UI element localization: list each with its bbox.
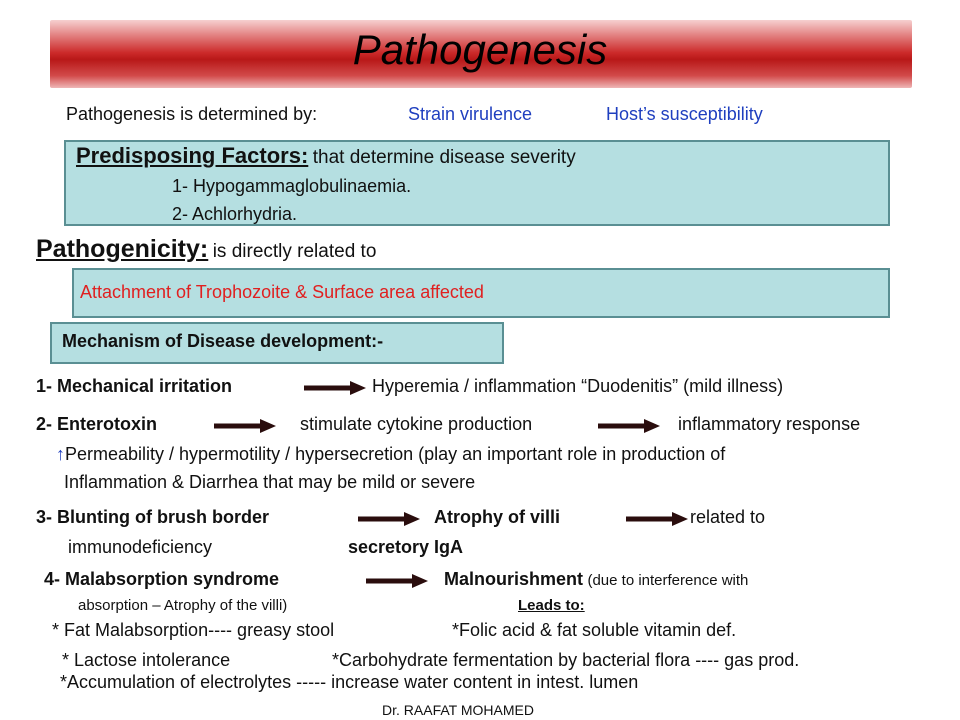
line2-cause: 2- Enterotoxin (36, 414, 158, 434)
arrow-right-icon (358, 511, 420, 527)
predisposing-item-1: 1- Hypogammaglobulinaemia. (172, 176, 412, 196)
line1-cause: 1- Mechanical irritation (36, 376, 233, 396)
line4-effect: Malnourishment (444, 569, 584, 589)
line4-sub: absorption – Atrophy of the villi) (78, 597, 288, 614)
line2-sub1: Permeability / hypermotility / hypersecretion (play an important role in production of (65, 444, 726, 464)
arrow-right-icon (626, 511, 688, 527)
arrow-right-icon (214, 418, 276, 434)
line2-effect: inflammatory response (678, 414, 861, 434)
consequence-fat: * Fat Malabsorption---- greasy stool (52, 620, 335, 640)
increase-arrow-icon: ↑ (56, 444, 65, 464)
line3-sub-b: secretory IgA (348, 537, 464, 557)
mechanism-heading: Mechanism of Disease development:- (62, 331, 384, 351)
line2-sub2: Inflammation & Diarrhea that may be mild or severe (64, 472, 476, 492)
line3-sub-a: immunodeficiency (68, 537, 213, 557)
page-title: Pathogenesis (352, 26, 608, 73)
consequence-electrolytes: *Accumulation of electrolytes ----- increase water content in intest. lumen (60, 672, 639, 692)
arrow-right-icon (366, 573, 428, 589)
line4-paren: (due to interference with (587, 572, 749, 589)
author-credit: Dr. RAAFAT MOHAMED (382, 702, 534, 718)
pathogenicity-rest: is directly related to (212, 241, 377, 262)
line3-mid: Atrophy of villi (434, 507, 560, 527)
predisposing-item-2: 2- Achlorhydria. (172, 204, 298, 224)
predisposing-rest: that determine disease severity (312, 147, 576, 168)
leads-to: Leads to: (518, 597, 585, 614)
line2-mid: stimulate cytokine production (300, 414, 533, 434)
host-susceptibility: Host’s susceptibility (606, 104, 763, 124)
line4-cause: 4- Malabsorption syndrome (44, 569, 280, 589)
strain-virulence: Strain virulence (408, 104, 533, 124)
arrow-right-icon (304, 380, 366, 396)
pathogenicity-heading: Pathogenicity: (36, 235, 209, 263)
arrow-right-icon (598, 418, 660, 434)
consequence-carbohydrate: *Carbohydrate fermentation by bacterial flora ---- gas prod. (332, 650, 800, 670)
line1-effect: Hyperemia / inflammation “Duodenitis” (mild illness) (372, 376, 784, 396)
attachment-text: Attachment of Trophozoite & Surface area affected (80, 282, 484, 302)
consequence-folic: *Folic acid & fat soluble vitamin def. (452, 620, 737, 640)
line3-effect: related to (690, 507, 766, 527)
consequence-lactose: * Lactose intolerance (62, 650, 231, 670)
determined-prefix: Pathogenesis is determined by: (66, 104, 318, 124)
line3-cause: 3- Blunting of brush border (36, 507, 269, 527)
predisposing-heading: Predisposing Factors: (76, 143, 309, 168)
